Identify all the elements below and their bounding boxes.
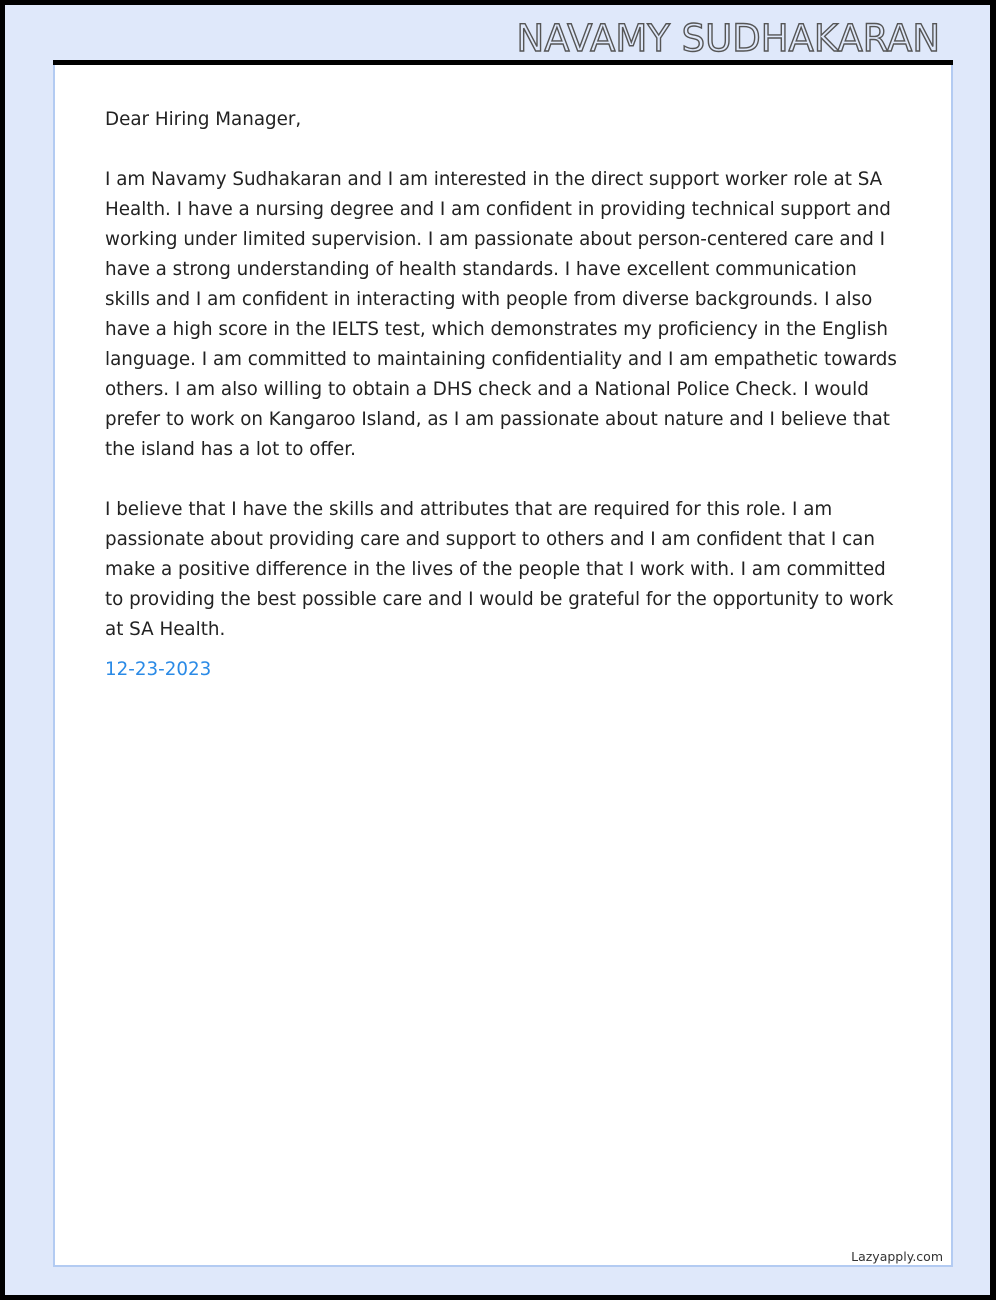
page-frame	[5, 5, 990, 1295]
paragraph-2: I believe that I have the skills and attributes that are required for this role. I am passionate about providing care and support to others and I am confident that I can make a positive difference in the lives of the people that I work with. I am committed to providing the best possible care and I would be grateful for the opportunity to work at SA Health.	[105, 499, 894, 640]
applicant-name-header: NAVAMY SUDHAKARAN	[516, 17, 940, 60]
letter-date: 12-23-2023	[105, 659, 212, 680]
letter-body	[105, 105, 905, 685]
letter-card	[53, 65, 953, 1267]
salutation: Dear Hiring Manager,	[105, 109, 302, 130]
paragraph-1: I am Navamy Sudhakaran and I am interested in the direct support worker role at SA Health. I have a nursing degree and I am confident in providing technical support and working under limited supervision. I am passionate about person-centered care and I have a strong understanding of health standards. I have excellent communication skills and I am confident in interacting with people from diverse backgrounds. I also have a high score in the IELTS test, which demonstrates my proficiency in the English language. I am committed to maintaining confidentiality and I am empathetic towards others. I am also willing to obtain a DHS check and a National Police Check. I would prefer to work on Kangaroo Island, as I am passionate about nature and I believe that the island has a lot to offer.	[105, 169, 897, 460]
footer-brand: Lazyapply.com	[851, 1249, 943, 1264]
